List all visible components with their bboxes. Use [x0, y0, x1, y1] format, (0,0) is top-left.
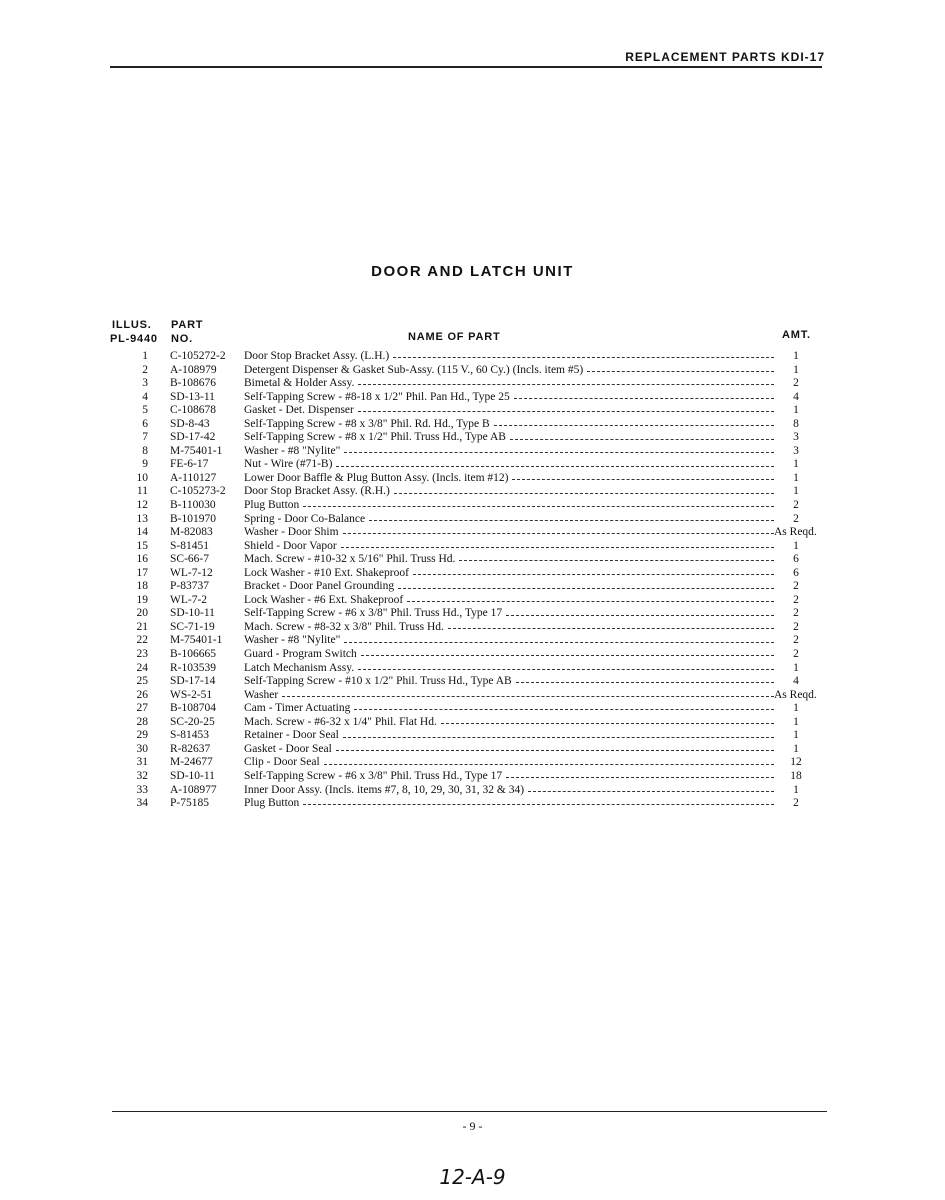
part-amount: 1: [793, 363, 799, 376]
part-name-cell: [244, 756, 774, 770]
part-row: [0, 377, 945, 391]
part-name-cell: [244, 567, 774, 581]
part-row: [0, 621, 945, 635]
part-illus-number: 25: [136, 675, 148, 688]
part-illus-number: 2: [142, 363, 148, 376]
part-number: C-105272-2: [170, 350, 226, 362]
leader-line: [587, 371, 774, 372]
handwritten-page-code: 12-A-9: [439, 1165, 506, 1189]
part-amount: As Reqd.: [774, 526, 817, 539]
part-name: Bimetal & Holder Assy.: [244, 377, 355, 390]
part-number: A-110127: [170, 471, 217, 484]
leader-line: [303, 804, 774, 805]
part-number: SD-17-14: [170, 675, 216, 688]
part-name: Self-Tapping Screw - #10 x 1/2" Phil. Truss Hd., Type AB: [244, 675, 512, 688]
part-illus-number: 20: [136, 607, 148, 620]
part-row: [0, 580, 945, 594]
leader-line: [413, 574, 774, 575]
part-number: B-101970: [170, 512, 216, 525]
part-amount: 1: [793, 661, 799, 674]
part-row: [0, 784, 945, 798]
leader-line: [394, 493, 774, 494]
part-illus-number: 15: [136, 539, 148, 552]
leader-line: [512, 479, 774, 480]
part-illus-number: 10: [136, 471, 148, 484]
part-row: [0, 540, 945, 554]
leader-line: [343, 737, 774, 738]
part-row: [0, 513, 945, 527]
leader-line: [528, 791, 774, 792]
part-row: [0, 391, 945, 405]
part-row: [0, 770, 945, 784]
part-name-cell: [244, 607, 774, 621]
part-illus-number: 5: [142, 404, 148, 417]
part-number: SD-17-42: [170, 431, 216, 444]
part-illus-number: 7: [142, 431, 148, 444]
part-name-cell: [244, 797, 774, 811]
part-name: Lock Washer - #10 Ext. Shakeproof: [244, 566, 409, 579]
part-number: SC-71-19: [170, 620, 215, 633]
leader-line: [336, 750, 774, 751]
column-header-name: NAME OF PART: [408, 331, 501, 343]
part-illus-number: 31: [136, 756, 148, 769]
part-number: SD-13-11: [170, 390, 215, 403]
part-name: Clip - Door Seal: [244, 756, 320, 769]
part-name-cell: [244, 702, 774, 716]
part-illus-number: 33: [136, 783, 148, 796]
parts-list: [0, 350, 945, 811]
part-amount: 2: [793, 648, 799, 661]
leader-line: [361, 655, 774, 656]
part-row: [0, 797, 945, 811]
part-name: Door Stop Bracket Assy. (R.H.): [244, 485, 390, 498]
part-number: B-108704: [170, 702, 216, 715]
part-name: Spring - Door Co-Balance: [244, 512, 366, 525]
leader-line: [514, 398, 774, 399]
part-name-cell: [244, 540, 774, 554]
part-illus-number: 4: [142, 390, 148, 403]
part-name-cell: [244, 716, 774, 730]
part-name-cell: [244, 350, 774, 364]
part-name: Latch Mechanism Assy.: [244, 661, 355, 674]
part-number: C-105273-2: [170, 485, 226, 498]
part-name-cell: [244, 729, 774, 743]
part-row: [0, 689, 945, 703]
part-name: Guard - Program Switch: [244, 648, 357, 661]
part-row: [0, 567, 945, 581]
part-name: Detergent Dispenser & Gasket Sub-Assy. (115 V., 60 Cy.) (Incls. item #5): [244, 363, 584, 376]
part-name-cell: [244, 634, 774, 648]
part-name-cell: [244, 472, 774, 486]
part-name: Self-Tapping Screw - #6 x 3/8" Phil. Truss Hd., Type 17: [244, 607, 503, 620]
part-number: M-82083: [170, 526, 213, 539]
part-name: Gasket - Door Seal: [244, 742, 332, 755]
part-row: [0, 662, 945, 676]
part-name-cell: [244, 784, 774, 798]
part-amount: 8: [793, 417, 799, 430]
part-illus-number: 1: [142, 350, 148, 362]
part-name: Washer - #8 "Nylite": [244, 634, 341, 647]
part-illus-number: 22: [136, 634, 148, 647]
part-name: Self-Tapping Screw - #8-18 x 1/2" Phil. Pan Hd., Type 25: [244, 390, 510, 403]
part-name: Self-Tapping Screw - #8 x 1/2" Phil. Truss Hd., Type AB: [244, 431, 506, 444]
leader-line: [344, 642, 774, 643]
leader-line: [343, 533, 774, 534]
part-amount: 2: [793, 377, 799, 390]
part-row: [0, 743, 945, 757]
part-name: Lower Door Baffle & Plug Button Assy. (Incls. item #12): [244, 471, 509, 484]
part-illus-number: 29: [136, 729, 148, 742]
part-name: Washer - Door Shim: [244, 526, 339, 539]
part-name: Plug Button: [244, 797, 300, 810]
part-illus-number: 14: [136, 526, 148, 539]
part-illus-number: 13: [136, 512, 148, 525]
part-name-cell: [244, 526, 774, 540]
part-amount: As Reqd.: [774, 688, 817, 701]
part-amount: 1: [793, 742, 799, 755]
part-amount: 1: [793, 729, 799, 742]
part-illus-number: 18: [136, 580, 148, 593]
leader-line: [393, 357, 774, 358]
part-row: [0, 675, 945, 689]
part-number: P-83737: [170, 580, 209, 593]
leader-line: [358, 669, 774, 670]
part-amount: 2: [793, 512, 799, 525]
part-name-cell: [244, 458, 774, 472]
part-name-cell: [244, 621, 774, 635]
part-name-cell: [244, 404, 774, 418]
part-name-cell: [244, 499, 774, 513]
part-amount: 2: [793, 620, 799, 633]
part-number: SC-20-25: [170, 715, 215, 728]
part-name: Retainer - Door Seal: [244, 729, 339, 742]
part-amount: 1: [793, 471, 799, 484]
part-row: [0, 431, 945, 445]
part-row: [0, 702, 945, 716]
leader-line: [510, 439, 774, 440]
leader-line: [282, 696, 774, 697]
part-row: [0, 472, 945, 486]
part-number: FE-6-17: [170, 458, 209, 471]
part-amount: 2: [793, 580, 799, 593]
part-amount: 1: [793, 783, 799, 796]
leader-line: [358, 384, 774, 385]
leader-line: [324, 764, 774, 765]
part-number: M-24677: [170, 756, 213, 769]
part-amount: 4: [793, 675, 799, 688]
leader-line: [516, 682, 774, 683]
footer-rule: [112, 1111, 827, 1112]
part-row: [0, 716, 945, 730]
part-number: R-82637: [170, 742, 211, 755]
part-name-cell: [244, 648, 774, 662]
part-amount: 6: [793, 566, 799, 579]
part-row: [0, 648, 945, 662]
part-name: Bracket - Door Panel Grounding: [244, 580, 395, 593]
part-number: R-103539: [170, 661, 216, 674]
page-number: - 9 -: [462, 1119, 483, 1133]
part-name: Gasket - Det. Dispenser: [244, 404, 354, 417]
part-name: Inner Door Assy. (Incls. items #7, 8, 10, 29, 30, 31, 32 & 34): [244, 783, 525, 796]
part-name: Door Stop Bracket Assy. (L.H.): [244, 350, 390, 362]
part-amount: 2: [793, 593, 799, 606]
part-amount: 1: [793, 458, 799, 471]
part-name-cell: [244, 431, 774, 445]
leader-line: [441, 723, 774, 724]
part-row: [0, 594, 945, 608]
page-title: DOOR AND LATCH UNIT: [371, 263, 574, 280]
part-illus-number: 28: [136, 715, 148, 728]
part-name: Mach. Screw - #8-32 x 3/8" Phil. Truss Hd.: [244, 620, 444, 633]
part-name: Mach. Screw - #6-32 x 1/4" Phil. Flat Hd.: [244, 715, 437, 728]
part-number: M-75401-1: [170, 444, 223, 457]
part-name: Mach. Screw - #10-32 x 5/16" Phil. Truss Hd.: [244, 553, 456, 566]
part-name-cell: [244, 485, 774, 499]
part-amount: 2: [793, 607, 799, 620]
part-illus-number: 9: [142, 458, 148, 471]
part-row: [0, 526, 945, 540]
part-name-cell: [244, 553, 774, 567]
part-row: [0, 418, 945, 432]
part-name: Cam - Timer Actuating: [244, 702, 351, 715]
part-amount: 1: [793, 539, 799, 552]
part-illus-number: 21: [136, 620, 148, 633]
leader-line: [358, 411, 774, 412]
part-illus-number: 23: [136, 648, 148, 661]
leader-line: [459, 560, 774, 561]
part-name-cell: [244, 580, 774, 594]
part-number: A-108979: [170, 363, 217, 376]
part-name: Self-Tapping Screw - #8 x 3/8" Phil. Rd. Hd., Type B: [244, 417, 490, 430]
part-row: [0, 485, 945, 499]
part-name: Lock Washer - #6 Ext. Shakeproof: [244, 593, 404, 606]
part-illus-number: 30: [136, 742, 148, 755]
part-row: [0, 445, 945, 459]
leader-line: [407, 601, 774, 602]
part-name-cell: [244, 364, 774, 378]
leader-line: [369, 520, 774, 521]
leader-line: [494, 425, 774, 426]
leader-line: [354, 709, 774, 710]
part-name: Self-Tapping Screw - #6 x 3/8" Phil. Truss Hd., Type 17: [244, 769, 503, 782]
part-amount: 4: [793, 390, 799, 403]
part-amount: 6: [793, 553, 799, 566]
part-amount: 3: [793, 444, 799, 457]
part-illus-number: 8: [142, 444, 148, 457]
part-illus-number: 12: [136, 499, 148, 512]
part-row: [0, 350, 945, 364]
part-number: M-75401-1: [170, 634, 223, 647]
part-amount: 12: [790, 756, 802, 769]
part-number: S-81451: [170, 539, 209, 552]
part-row: [0, 729, 945, 743]
part-number: WL-7-2: [170, 593, 208, 606]
header-title: REPLACEMENT PARTS KDI-17: [625, 50, 825, 64]
part-number: B-108676: [170, 377, 216, 390]
part-name: Washer: [244, 688, 279, 701]
part-amount: 18: [790, 769, 802, 782]
part-row: [0, 458, 945, 472]
part-row: [0, 404, 945, 418]
part-illus-number: 11: [136, 485, 148, 498]
part-amount: 1: [793, 485, 799, 498]
leader-line: [336, 466, 774, 467]
part-row: [0, 499, 945, 513]
part-row: [0, 364, 945, 378]
part-illus-number: 32: [136, 769, 148, 782]
part-illus-number: 26: [136, 688, 148, 701]
part-amount: 1: [793, 715, 799, 728]
part-name-cell: [244, 594, 774, 608]
part-number: S-81453: [170, 729, 209, 742]
leader-line: [448, 628, 774, 629]
part-amount: 1: [793, 702, 799, 715]
part-name: Washer - #8 "Nylite": [244, 444, 341, 457]
part-number: B-106665: [170, 648, 216, 661]
part-number: SC-66-7: [170, 553, 209, 566]
column-header-illus-number: PL-9440: [110, 333, 158, 345]
part-illus-number: 3: [142, 377, 148, 390]
part-name-cell: [244, 445, 774, 459]
part-number: SD-8-43: [170, 417, 210, 430]
part-illus-number: 24: [136, 661, 148, 674]
part-name-cell: [244, 418, 774, 432]
part-illus-number: 16: [136, 553, 148, 566]
part-amount: 1: [793, 350, 799, 362]
part-name-cell: [244, 391, 774, 405]
column-header-amount: AMT.: [782, 329, 811, 341]
part-number: WL-7-12: [170, 566, 213, 579]
part-name-cell: [244, 770, 774, 784]
part-name-cell: [244, 675, 774, 689]
part-amount: 2: [793, 634, 799, 647]
part-name-cell: [244, 513, 774, 527]
part-illus-number: 27: [136, 702, 148, 715]
part-name: Shield - Door Vapor: [244, 539, 337, 552]
part-row: [0, 634, 945, 648]
part-name-cell: [244, 743, 774, 757]
header-rule: [110, 66, 822, 68]
column-header-part-no: NO.: [171, 333, 193, 345]
part-illus-number: 34: [136, 797, 148, 810]
part-amount: 2: [793, 797, 799, 810]
part-amount: 3: [793, 431, 799, 444]
leader-line: [344, 452, 774, 453]
column-header-illus: ILLUS.: [112, 319, 152, 331]
part-amount: 2: [793, 499, 799, 512]
part-number: C-108678: [170, 404, 216, 417]
part-row: [0, 553, 945, 567]
part-amount: 1: [793, 404, 799, 417]
part-illus-number: 17: [136, 566, 148, 579]
part-name: Plug Button: [244, 499, 300, 512]
part-number: A-108977: [170, 783, 217, 796]
part-name-cell: [244, 377, 774, 391]
part-number: SD-10-11: [170, 769, 215, 782]
part-name: Nut - Wire (#71-B): [244, 458, 333, 471]
column-header-part: PART: [171, 319, 204, 331]
leader-line: [398, 588, 774, 589]
leader-line: [303, 506, 774, 507]
part-number: SD-10-11: [170, 607, 215, 620]
part-name-cell: [244, 689, 774, 703]
leader-line: [506, 615, 774, 616]
part-name-cell: [244, 662, 774, 676]
leader-line: [506, 777, 774, 778]
part-row: [0, 756, 945, 770]
part-number: P-75185: [170, 797, 209, 810]
leader-line: [341, 547, 774, 548]
part-illus-number: 19: [136, 593, 148, 606]
part-row: [0, 607, 945, 621]
part-number: WS-2-51: [170, 688, 213, 701]
part-illus-number: 6: [142, 417, 148, 430]
part-number: B-110030: [170, 499, 216, 512]
